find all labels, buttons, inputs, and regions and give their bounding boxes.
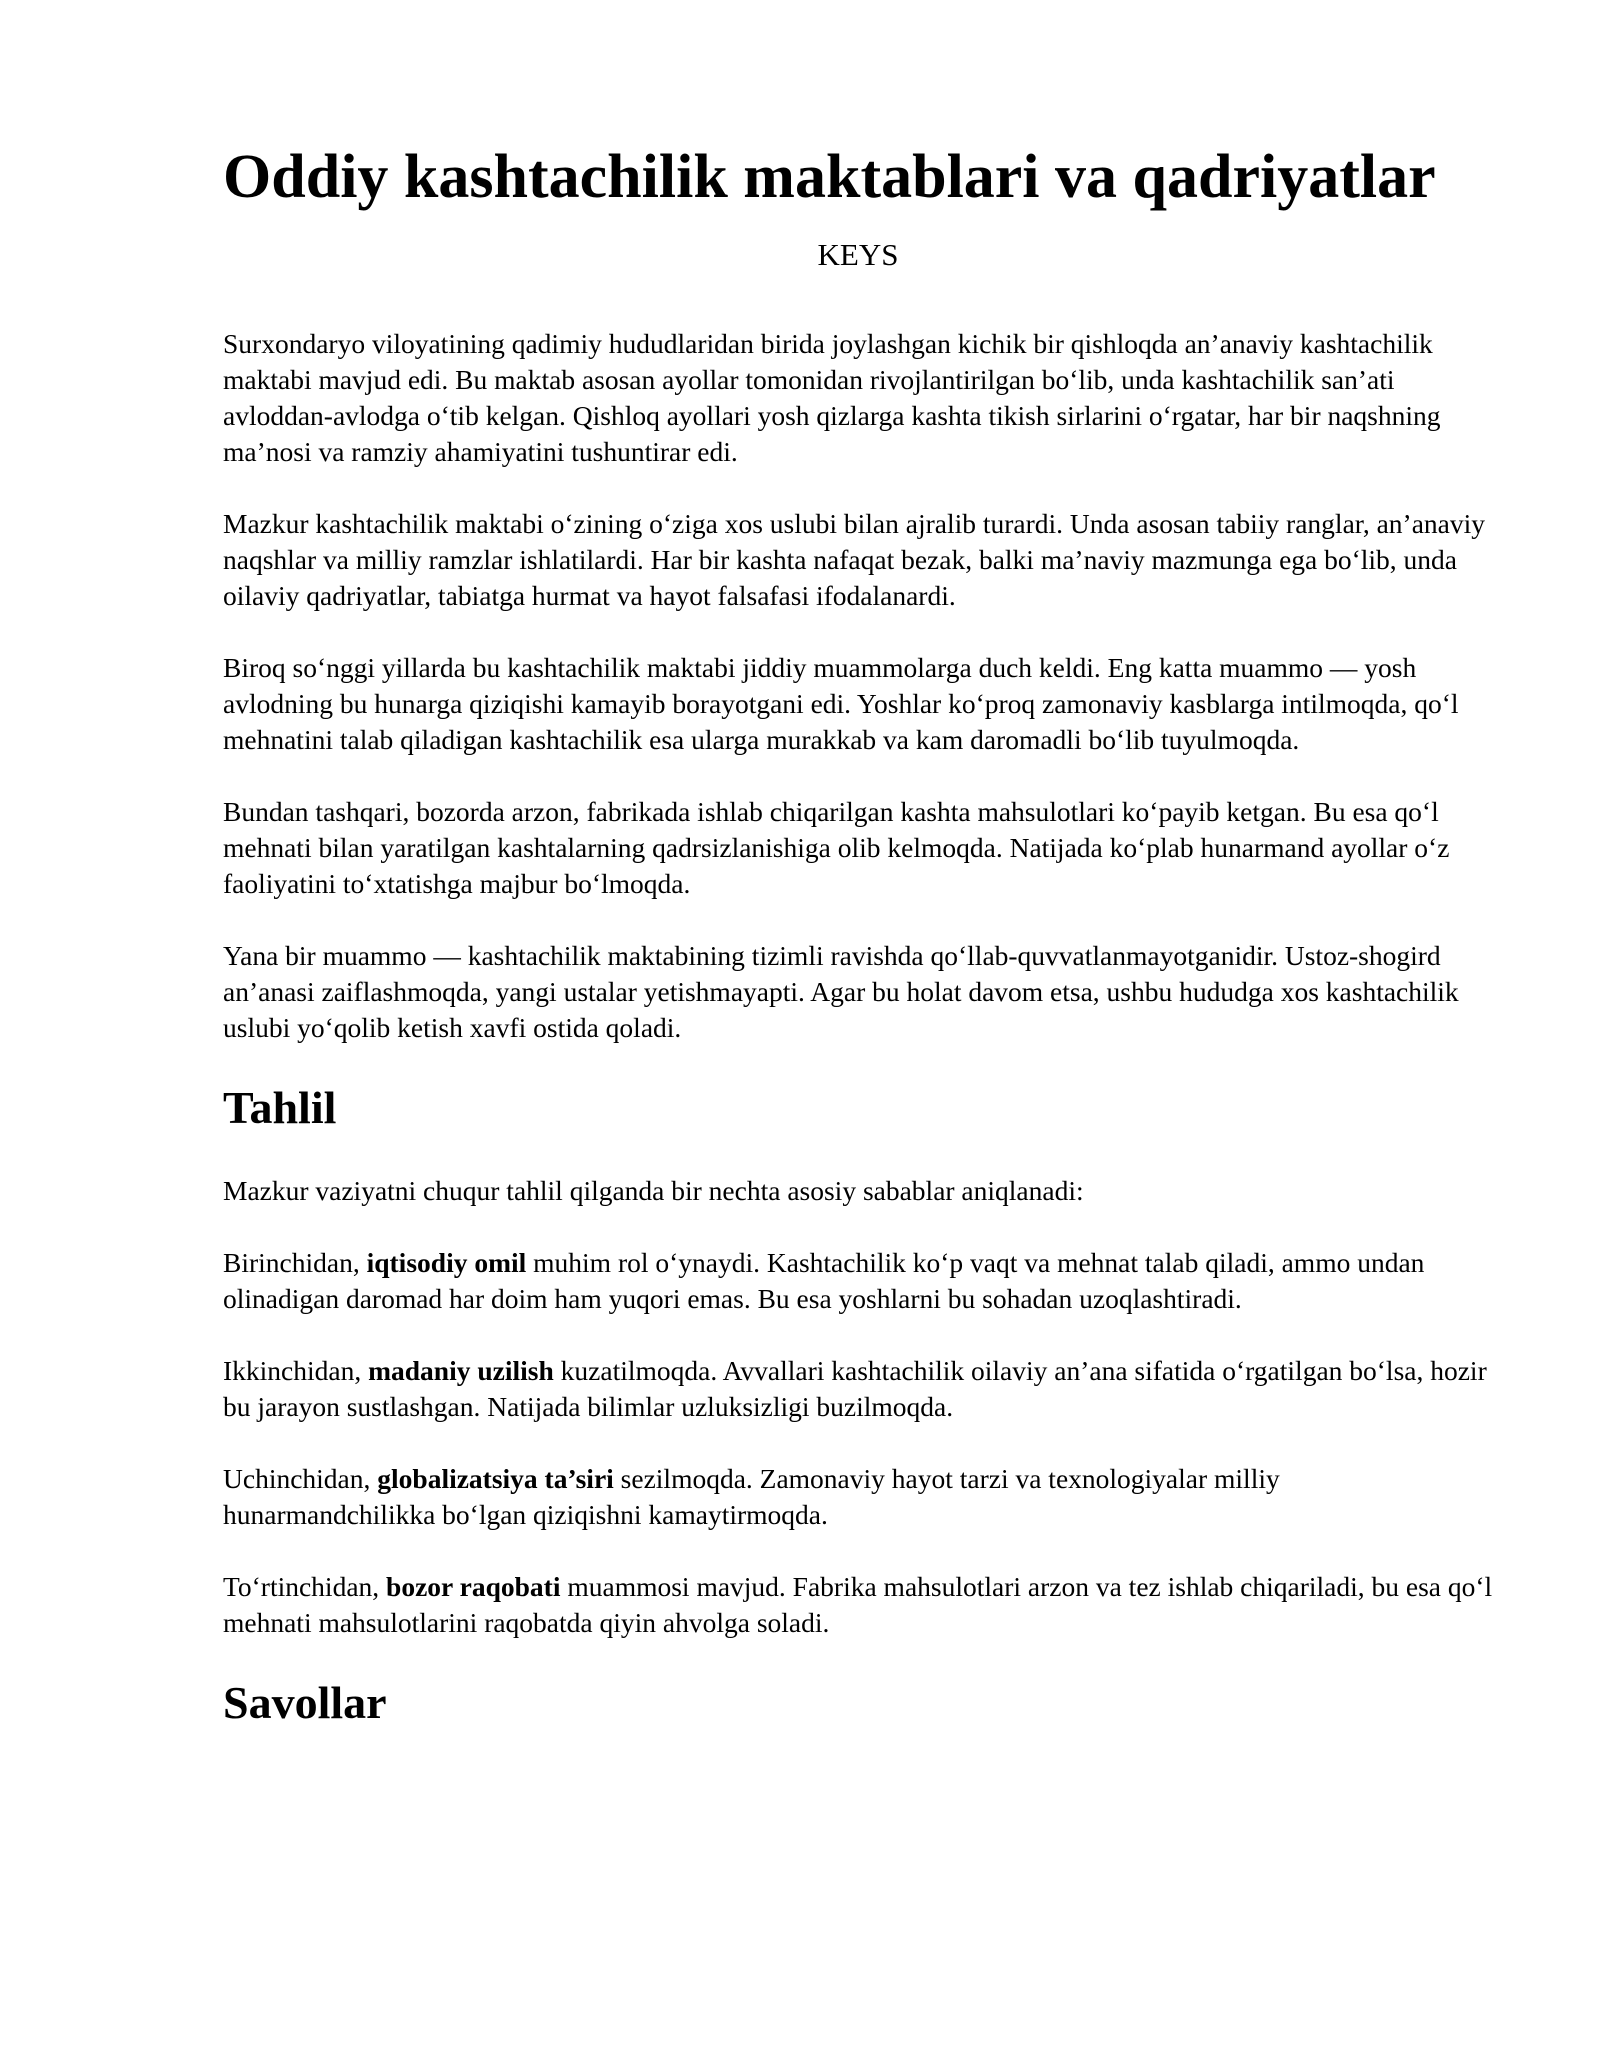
analysis-point (223, 1569, 1493, 1641)
analysis-heading: Tahlil (223, 1081, 337, 1133)
analysis-point-term: iqtisodiy omil (366, 1246, 527, 1278)
analysis-point (223, 1353, 1493, 1425)
analysis-point-term: globalizatsiya ta’siri (377, 1462, 614, 1494)
case-paragraph: Biroq so‘nggi yillarda bu kashtachilik maktabi jiddiy muammolarga duch keldi. Eng katta muammo — yosh avlodning bu hunarga qiziqishi kamayib borayotgani edi. Yoshlar ko‘proq zamonaviy kasblarga intilmoqda, qo‘l mehnatini talab qiladigan kashtachilik esa ularga murakkab va kam daromadli bo‘lib tuyulmoqda. (223, 651, 1459, 755)
document-page (223, 140, 1493, 1730)
analysis-section (223, 1173, 1493, 1641)
document-subtitle: KEYS (817, 237, 899, 273)
analysis-point-term: bozor raqobati (386, 1570, 561, 1602)
case-paragraph: Yana bir muammo — kashtachilik maktabining tizimli ravishda qo‘llab-quvvatlanmayotganidir. Ustoz-shogird an’anasi zaiflashmoqda, yangi ustalar yetishmayapti. Agar bu holat davom etsa, ushbu hududga xos kashtachilik uslubi yo‘qolib ketish xavfi ostida qoladi. (223, 939, 1459, 1043)
analysis-point-text: sezilmoqda. Zamonaviy hayot tarzi va texnologiyalar milliy hunarmandchilikka bo‘lgan qiziqishni kamaytirmoqda. (223, 1462, 1280, 1530)
case-section (223, 326, 1493, 1046)
questions-heading: Savollar (223, 1676, 387, 1728)
document-title: Oddiy kashtachilik maktablari va qadriyatlar (223, 143, 1436, 211)
analysis-point-lead: Ikkinchidan, (223, 1354, 369, 1386)
analysis-point-text: kuzatilmoqda. Avvallari kashtachilik oilaviy an’ana sifatida o‘rgatilgan bo‘lsa, hozir bu jarayon sustlashgan. Natijada bilimlar uzluksizligi buzilmoqda. (223, 1354, 1487, 1422)
analysis-point-lead: To‘rtinchidan, (223, 1570, 387, 1602)
analysis-point (223, 1461, 1493, 1533)
analysis-point (223, 1245, 1493, 1317)
analysis-point-term: madaniy uzilish (368, 1354, 554, 1386)
analysis-intro: Mazkur vaziyatni chuqur tahlil qilganda bir nechta asosiy sabablar aniqlanadi: (223, 1174, 1084, 1206)
analysis-point-text: muammosi mavjud. Fabrika mahsulotlari arzon va tez ishlab chiqariladi, bu esa qo‘l mehnati mahsulotlarini raqobatda qiyin ahvolga soladi. (223, 1570, 1493, 1638)
case-paragraph: Bundan tashqari, bozorda arzon, fabrikada ishlab chiqarilgan kashta mahsulotlari ko‘payib ketgan. Bu esa qo‘l mehnati bilan yaratilgan kashtalarning qadrsizlanishiga olib kelmoqda. Natijada ko‘plab hunarmand ayollar o‘z faoliyatini to‘xtatishga majbur bo‘lmoqda. (223, 795, 1450, 899)
analysis-point-lead: Uchinchidan, (223, 1462, 378, 1494)
analysis-point-text: muhim rol o‘ynaydi. Kashtachilik ko‘p vaqt va mehnat talab qiladi, ammo undan olinadigan daromad har doim ham yuqori emas. Bu esa yoshlarni bu sohadan uzoqlashtiradi. (223, 1246, 1425, 1314)
case-paragraph: Mazkur kashtachilik maktabi o‘zining o‘ziga xos uslubi bilan ajralib turardi. Unda asosan tabiiy ranglar, an’anaviy naqshlar va milliy ramzlar ishlatilardi. Har bir kashta nafaqat bezak, balki ma’naviy mazmunga ega bo‘lib, unda oilaviy qadriyatlar, tabiatga hurmat va hayot falsafasi ifodalanardi. (223, 507, 1485, 611)
case-paragraph: Surxondaryo viloyatining qadimiy hududlaridan birida joylashgan kichik bir qishloqda an’anaviy kashtachilik maktabi mavjud edi. Bu maktab asosan ayollar tomonidan rivojlantirilgan bo‘lib, unda kashtachilik san’ati avloddan-avlodga o‘tib kelgan. Qishloq ayollari yosh qizlarga kashta tikish sirlarini o‘rgatar, har bir naqshning ma’nosi va ramziy ahamiyatini tushuntirar edi. (223, 327, 1441, 467)
analysis-point-lead: Birinchidan, (223, 1246, 367, 1278)
